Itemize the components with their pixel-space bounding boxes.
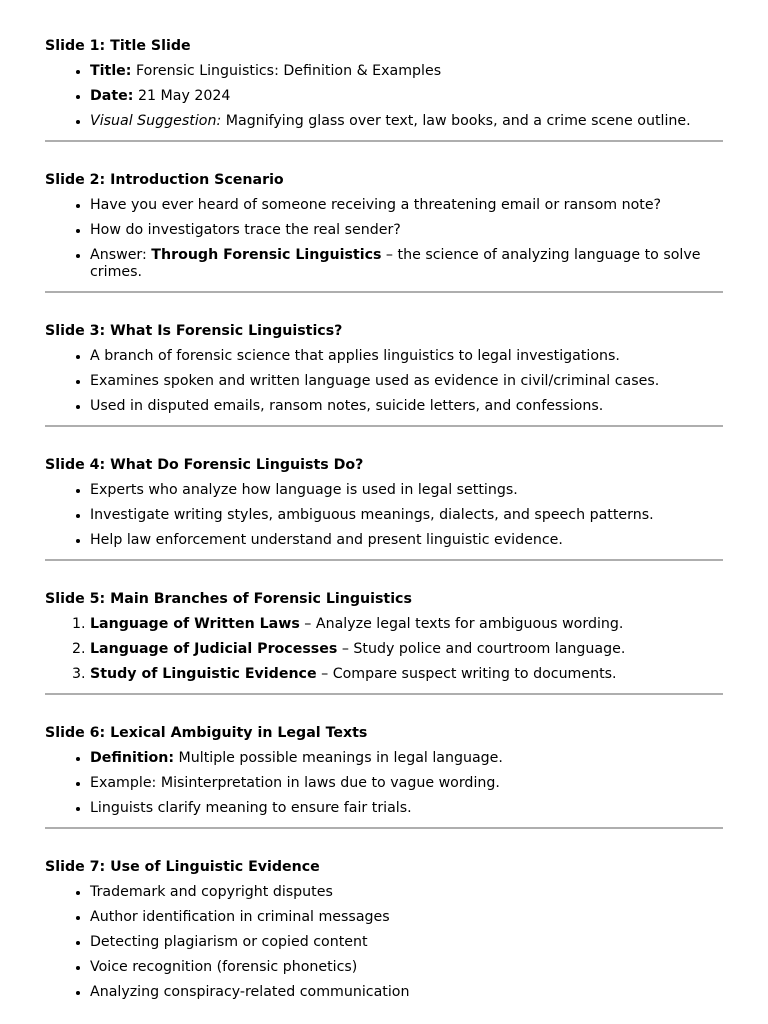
bullet-list [45,63,723,130]
bullet-list [45,482,723,549]
item-bold-label: Through Forensic Linguistics [151,247,382,263]
list-item [90,934,723,951]
list-item [90,984,723,1001]
item-text: – Study police and courtroom language. [337,641,626,657]
list-item [90,641,723,658]
item-text: – Compare suspect writing to documents. [316,666,617,682]
slide-title: Slide 1: Title Slide [45,38,191,54]
list-item [90,398,723,415]
list-item [90,247,723,281]
slide-4-section [45,457,723,549]
item-text: Experts who analyze how language is used in legal settings. [90,482,518,498]
item-text: A branch of forensic science that applies linguistics to legal investigations. [90,348,620,364]
slide-title: Slide 3: What Is Forensic Linguistics? [45,323,343,339]
list-item [90,909,723,926]
slide-title: Slide 2: Introduction Scenario [45,172,284,188]
divider [45,140,723,142]
bullet-list [45,884,723,1001]
item-text: Help law enforcement understand and present linguistic evidence. [90,532,563,548]
item-text: Voice recognition (forensic phonetics) [90,959,358,975]
slide-title: Slide 7: Use of Linguistic Evidence [45,859,320,875]
divider [45,827,723,829]
item-bold-label: Definition: [90,750,175,766]
list-item [90,775,723,792]
list-item [90,348,723,365]
item-bold-label: Language of Judicial Processes [90,641,338,657]
slide-6-section [45,725,723,817]
item-bold-label: Study of Linguistic Evidence [90,666,317,682]
list-item [90,750,723,767]
list-item [90,88,723,105]
slide-5-section [45,591,723,683]
item-italic-label: Visual Suggestion: [90,113,222,129]
item-text: Examines spoken and written language used as evidence in civil/criminal cases. [90,373,660,389]
numbered-list [45,616,723,683]
divider [45,559,723,561]
slide-title: Slide 6: Lexical Ambiguity in Legal Texts [45,725,368,741]
item-text: 21 May 2024 [133,88,231,104]
slide-2-section [45,172,723,281]
item-prefix: Answer: [90,247,152,263]
item-bold-label: Language of Written Laws [90,616,300,632]
item-text: Example: Misinterpretation in laws due to vague wording. [90,775,500,791]
item-text: Author identification in criminal messages [90,909,390,925]
item-text: Trademark and copyright disputes [90,884,333,900]
divider [45,693,723,695]
list-item [90,113,723,130]
slide-3-section [45,323,723,415]
bullet-list [45,197,723,281]
slide-7-section [45,859,723,1001]
divider [45,291,723,293]
item-bold-label: Date: [90,88,134,104]
list-item [90,197,723,214]
slide-1-section [45,38,723,130]
item-text: – Analyze legal texts for ambiguous wording. [299,616,624,632]
item-text: How do investigators trace the real sender? [90,222,401,238]
item-text: Magnifying glass over text, law books, and a crime scene outline. [221,113,691,129]
item-text: Detecting plagiarism or copied content [90,934,368,950]
list-item [90,800,723,817]
bullet-list [45,750,723,817]
bullet-list [45,348,723,415]
item-text: Multiple possible meanings in legal language. [174,750,503,766]
item-text: Analyzing conspiracy-related communication [90,984,410,1000]
item-text: Used in disputed emails, ransom notes, suicide letters, and confessions. [90,398,604,414]
list-item [90,63,723,80]
item-text: – the science of analyzing language to solve crimes. [90,247,701,280]
slide-title: Slide 4: What Do Forensic Linguists Do? [45,457,364,473]
list-item [90,666,723,683]
item-text: Have you ever heard of someone receiving a threatening email or ransom note? [90,197,662,213]
list-item [90,532,723,549]
slide-title: Slide 5: Main Branches of Forensic Linguistics [45,591,412,607]
list-item [90,616,723,633]
list-item [90,482,723,499]
list-item [90,507,723,524]
item-text: Linguists clarify meaning to ensure fair trials. [90,800,412,816]
list-item [90,222,723,239]
list-item [90,884,723,901]
list-item [90,373,723,390]
list-item [90,959,723,976]
item-text: Investigate writing styles, ambiguous meanings, dialects, and speech patterns. [90,507,654,523]
divider [45,425,723,427]
item-bold-label: Title: [90,63,132,79]
item-text: Forensic Linguistics: Definition & Examples [131,63,442,79]
